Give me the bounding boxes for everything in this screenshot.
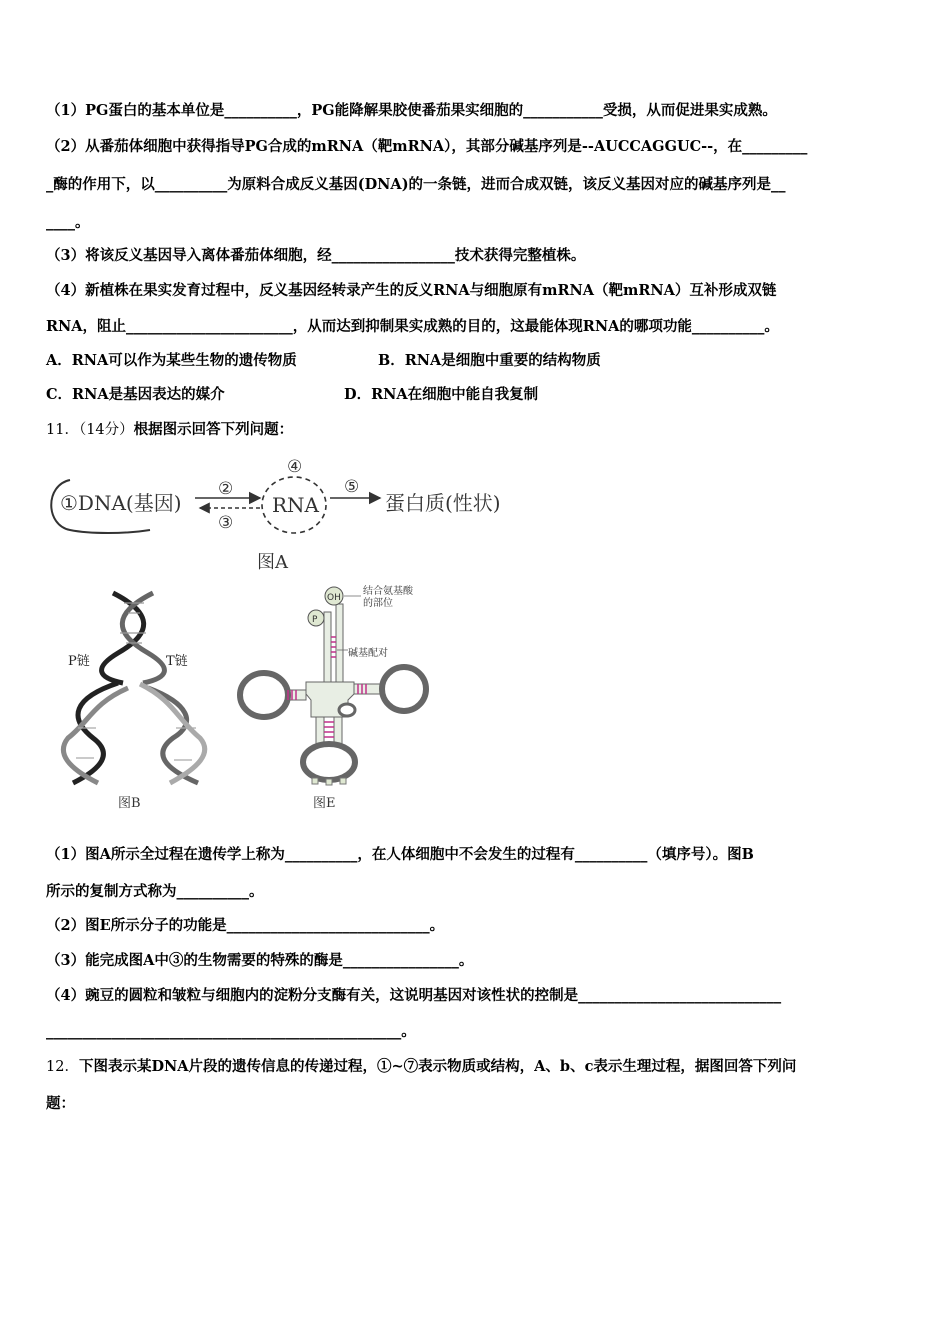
q10-part4-line1: （4）新植株在果实发育过程中，反义基因经转录产生的反义RNA与细胞原有mRNA（靶mRNA）互补形成双链 [46, 282, 777, 299]
oh-label: OH [327, 593, 341, 603]
acceptor-stem-left [324, 612, 331, 682]
fig-a-caption: 图A [257, 552, 288, 573]
fig-a-protein-label: 蛋白质(性状) [385, 491, 501, 515]
q11-part4-line1: （4）豌豆的圆粒和皱粒与细胞内的淀粉分支酶有关，这说明基因对该性状的控制是____________________________ [46, 987, 782, 1004]
q12-line2: 题： [46, 1095, 75, 1112]
q12-line1 [46, 1057, 796, 1077]
q10-part1: （1）PG蛋白的基本单位是__________，PG能降解果胶使番茄果实细胞的___________受损，从而促进果实成熟。 [46, 102, 777, 119]
q10-part4-line2: RNA，阻止_______________________，从而达到抑制果实成熟的目的，这最能体现RNA的哪项功能__________。 [46, 318, 779, 335]
fig-b-caption: 图B [118, 796, 141, 811]
q11-number: 11．（14分） [46, 422, 134, 438]
figure-b-dna-replication [58, 588, 218, 788]
q11-part1-line1: （1）图A所示全过程在遗传学上称为__________，在人体细胞中不会发生的过程有__________（填序号）。图B [46, 846, 754, 863]
q11-part2: （2）图E所示分子的功能是____________________________。 [46, 917, 445, 934]
q11-part1-line2: 所示的复制方式称为__________。 [46, 883, 264, 900]
q10-option-a: A．RNA可以作为某些生物的遗传物质 [46, 352, 297, 369]
acceptor-stem-right [336, 604, 343, 682]
q10-option-b: B．RNA是细胞中重要的结构物质 [378, 352, 601, 369]
q10-part2-line1: （2）从番茄体细胞中获得指导PG合成的mRNA（靶mRNA），其部分碱基序列是--AUCCAGGUC--，在_________ [46, 138, 808, 155]
q10-part2-line3: ____。 [46, 214, 90, 231]
fig-a-num-4: ④ [287, 457, 303, 477]
fig-a-num-5: ⑤ [344, 477, 360, 497]
p-chain-label: P链 [68, 654, 90, 669]
q12-number: 12． [46, 1059, 79, 1075]
q11-header-text: 根据图示回答下列问题： [133, 421, 294, 438]
q11-part3: （3）能完成图A中③的生物需要的特殊的酶是________________。 [46, 952, 474, 969]
q11-header [46, 420, 293, 440]
p-label: P [312, 615, 318, 625]
q12-text: 下图表示某DNA片段的遗传信息的传递过程，①~⑦表示物质或结构，A、b、c表示生理过程，据图回答下列问 [78, 1058, 797, 1075]
q10-part2-line2: _酶的作用下，以__________为原料合成反义基因(DNA)的一条链，进而合成双链，该反义基因对应的碱基序列是__ [46, 176, 786, 193]
figure-e-trna [236, 582, 436, 787]
q10-part3: （3）将该反义基因导入离体番茄体细胞，经_________________技术获得完整植株。 [46, 247, 586, 264]
fig-a-dna-label: ①DNA(基因) [60, 491, 182, 515]
base-pairing-label: 碱基配对 [348, 648, 388, 659]
t-loop [382, 667, 426, 711]
amino-acid-site-label: 结合氨基酸 [363, 586, 413, 597]
q11-part4-line2: _________________________________________________。 [46, 1023, 416, 1040]
fig-e-caption: 图E [313, 796, 336, 811]
fig-a-num-3: ③ [218, 513, 234, 533]
fig-a-rna-label: RNA [272, 493, 320, 517]
t-chain-label: T链 [166, 654, 188, 669]
q10-option-c: C．RNA是基因表达的媒介 [46, 386, 225, 403]
helix-strand-1 [102, 593, 144, 683]
fig-a-num-2: ② [218, 479, 234, 499]
d-loop [240, 673, 288, 717]
amino-acid-site-label-2: 的部位 [363, 598, 393, 609]
anticodon-loop [303, 744, 355, 780]
q10-option-d: D．RNA在细胞中能自我复制 [344, 386, 539, 403]
helix-strand-2 [122, 593, 164, 683]
figure-a-central-dogma [50, 450, 550, 575]
